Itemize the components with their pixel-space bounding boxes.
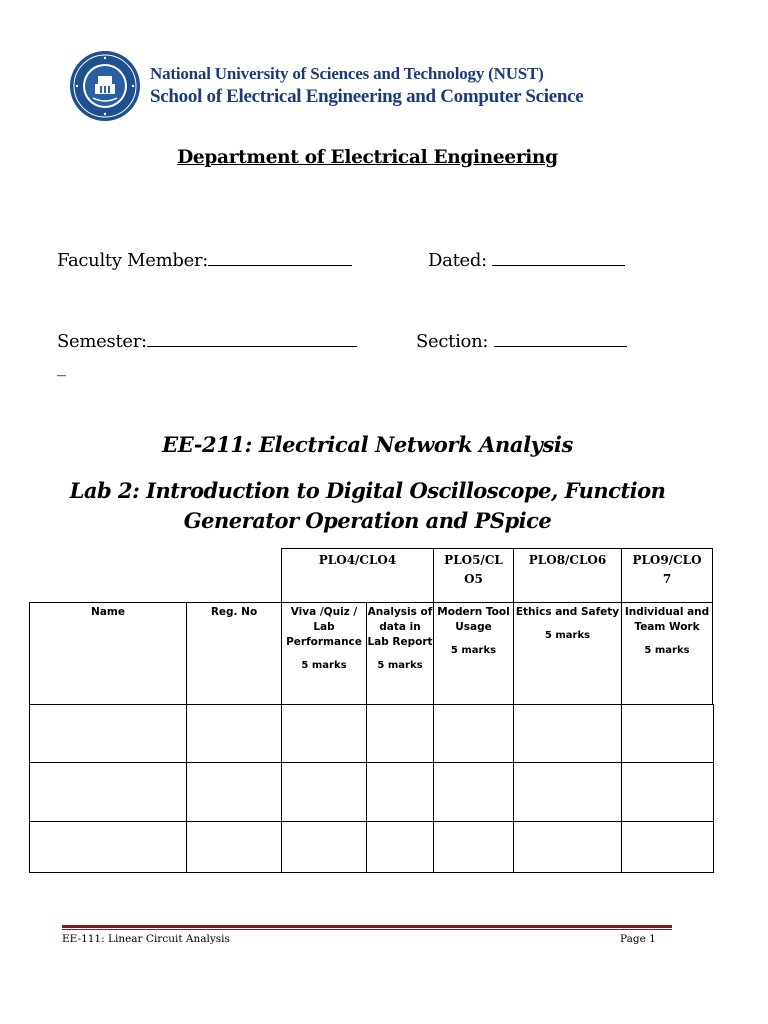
column-marks: 5 marks — [544, 630, 591, 641]
department-title: Department of Electrical Engineering — [177, 147, 558, 168]
table-cell — [513, 704, 622, 763]
column-header-analysis — [366, 602, 434, 705]
plo-header-text: PLO5/CL — [444, 553, 503, 567]
table-cell — [366, 762, 434, 822]
university-logo — [69, 50, 141, 122]
column-header-viva — [281, 602, 367, 705]
plo-header-text: PLO8/CLO6 — [528, 553, 607, 567]
footer-rule-thin — [62, 929, 672, 930]
table-cell — [513, 821, 622, 873]
section-blank — [494, 329, 627, 347]
table-cell — [186, 821, 282, 873]
table-cell — [29, 762, 187, 822]
stray-underscore: _ — [57, 356, 66, 377]
table-cell — [281, 821, 367, 873]
section-field — [416, 329, 627, 352]
faculty-member-field — [57, 248, 352, 271]
plo-header-text: PLO9/CLO — [632, 553, 702, 567]
column-marks: 5 marks — [377, 660, 423, 671]
section-label: Section: — [416, 331, 489, 352]
column-title: Viva /Quiz / Lab Performance — [286, 606, 362, 648]
table-cell — [513, 762, 622, 822]
table-cell — [433, 821, 514, 873]
column-title: Modern Tool Usage — [437, 606, 510, 633]
column-title: Analysis of data in Lab Report — [367, 606, 433, 648]
lab-title-line-2: Generator Operation and PSpice — [183, 508, 552, 533]
column-header-reg-no — [186, 602, 282, 705]
table-cell — [366, 821, 434, 873]
faculty-member-blank — [208, 248, 352, 266]
table-cell — [433, 704, 514, 763]
column-header-teamwork — [621, 602, 713, 705]
table-cell — [366, 704, 434, 763]
footer-page-number: Page 1 — [620, 933, 656, 945]
semester-blank — [147, 329, 357, 347]
course-title: EE-211: Electrical Network Analysis — [162, 432, 573, 457]
faculty-member-label: Faculty Member: — [57, 250, 209, 271]
column-header-modern-tool — [433, 602, 514, 705]
plo-header — [281, 548, 434, 603]
dated-blank — [492, 248, 625, 266]
table-cell — [281, 762, 367, 822]
table-cell — [621, 704, 714, 763]
table-cell — [621, 762, 714, 822]
table-cell — [186, 762, 282, 822]
column-marks: 5 marks — [301, 660, 347, 671]
plo-header — [433, 548, 514, 603]
footer-rule-thick — [62, 925, 672, 928]
footer-course: EE-111: Linear Circuit Analysis — [62, 933, 230, 945]
plo-header-text: O5 — [464, 572, 483, 586]
plo-header — [513, 548, 622, 603]
table-cell — [433, 762, 514, 822]
column-header-ethics — [513, 602, 622, 705]
plo-header — [621, 548, 713, 603]
lab-title-line-1: Lab 2: Introduction to Digital Oscilloscope, Function — [69, 478, 666, 503]
column-marks: 5 marks — [450, 645, 497, 656]
plo-header-text: 7 — [662, 572, 672, 586]
plo-header-text: PLO4/CLO4 — [318, 553, 397, 567]
semester-label: Semester: — [57, 331, 147, 352]
column-title: Reg. No — [210, 606, 258, 618]
school-name: School of Electrical Engineering and Computer Science — [150, 86, 584, 107]
column-title: Individual and Team Work — [624, 606, 710, 633]
institution-name: National University of Sciences and Technology (NUST) — [150, 64, 544, 83]
table-cell — [621, 821, 714, 873]
dated-field — [428, 248, 625, 271]
column-title: Name — [91, 606, 125, 618]
column-marks: 5 marks — [644, 645, 690, 656]
dated-label: Dated: — [428, 250, 487, 271]
table-cell — [29, 704, 187, 763]
column-header-name — [29, 602, 187, 705]
table-cell — [29, 821, 187, 873]
column-title: Ethics and Safety — [515, 606, 620, 618]
nust-emblem-icon — [69, 50, 141, 122]
semester-field — [57, 329, 357, 352]
table-cell — [281, 704, 367, 763]
table-cell — [186, 704, 282, 763]
